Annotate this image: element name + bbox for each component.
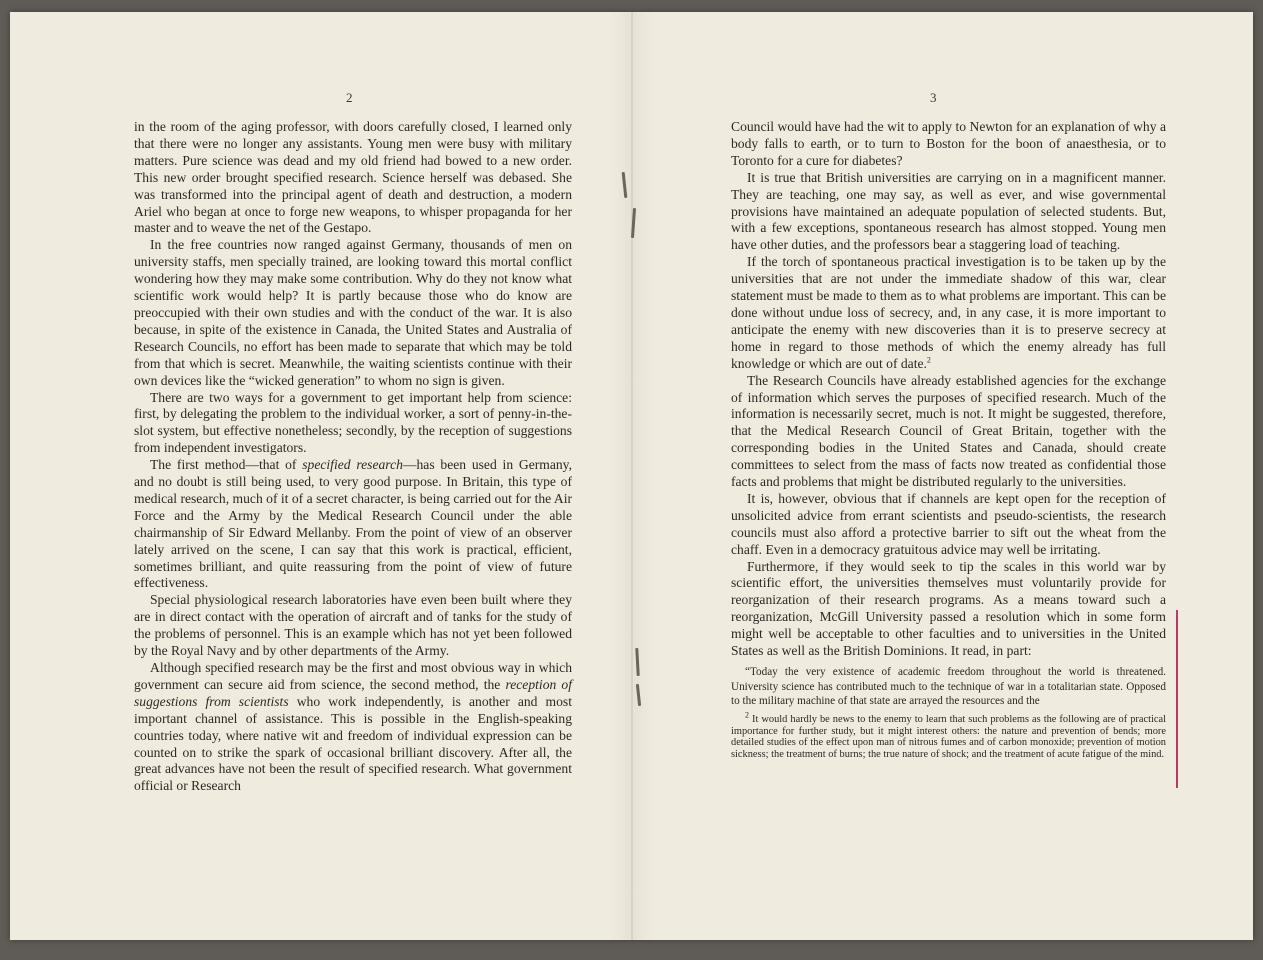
page-number: 2 — [346, 90, 353, 105]
paragraph: Special physiological research laboratories have even been built where they are in direct contact with the operation of aircraft and of tanks for the study of the problems of personnel. This is an example which has not yet been followed by the Royal Navy and by other departments of the Army. — [134, 592, 572, 659]
margin-highlight-mark — [1176, 610, 1178, 788]
page-number: 3 — [930, 90, 937, 105]
footnote-text: It would hardly be news to the enemy to learn that such problems as the following are of practical importance for further study, but it might interest others: the nature and prevention of bends; more detailed studies of the effect upon man of nitrous fumes and of carbon monoxide; prevention of motion sickness; the treatment of burns; the true nature of shock; and the treatment of acute fatigue of the mind. — [731, 713, 1166, 761]
paragraph-text: Although specified research may be the first and most obvious way in which government can secure aid from science, the second method, the — [134, 660, 572, 692]
paragraph: The Research Councils have already established agencies for the exchange of information which serves the purposes of specified research. Much of the information is necessarily secret, much is not. It might be suggested, therefore, that the Medical Research Council of Great Britain, together with the corresponding bodies in the United States and Canada, should create committees to select from the mass of facts now treated as confidential those facts and problems that might be distributed regularly to the universities. — [731, 372, 1166, 490]
paragraph — [134, 457, 572, 592]
footnote-reference: 2 — [926, 355, 931, 365]
paragraph-text: The first method—that of — [150, 457, 303, 473]
paragraph — [134, 660, 572, 795]
paragraph: In the free countries now ranged against Germany, thousands of men on university staffs, men specially trained, are looking toward this mortal conflict wondering how they may make some contribution. Why do they not know what scientific work would help? It is partly because those who do know are preoccupied with their own studies and with the conduct of the war. It is also because, in spite of the existence in Canada, the United States and Australia of Research Councils, no effort has been made to separate that which may be told from that which is secret. Meanwhile, the waiting scientists continue with their own devices like the “wicked generation” to whom no sign is given. — [134, 237, 572, 388]
paragraph: Furthermore, if they would seek to tip the scales in this world war by scientific effort, the universities themselves must voluntarily provide for reorganization of their research programs. As a means toward such a reorganization, McGill University passed a resolution which in some form might well be acceptable to other faculties and to universities in the United States as well as the British Dominions. It read, in part: — [731, 558, 1166, 659]
right-page — [633, 12, 1253, 940]
right-text-block — [731, 119, 1166, 761]
paragraph-text: who work independently, is another and most important channel of assistance. This is possible in the English-speaking countries today, where native wit and freedom of individual expression can be counted on to strike the spark of occasional brilliant discovery. After all, the great advances have not been the result of specified research. What government official or Research — [134, 693, 572, 794]
italic-term: specified research — [302, 457, 403, 473]
paragraph: There are two ways for a government to get important help from science: first, by delegating the problem to the individual worker, a sort of penny-in-the-slot system, but effective nonetheless; secondly, by the reception of suggestions from independent investigators. — [134, 389, 572, 456]
paragraph-text: —has been used in Germany, and no doubt is still being used, to very good purpose. In Britain, this type of medical research, much of it of a secret character, is being carried out for the Air Force and the Army by the Medical Research Council under the able chairmanship of Sir Edward Mellanby. From the point of view of an observer lately arrived on the scene, I can say that this work is practical, efficient, sometimes brilliant, and quite reassuring from the point of view of future effectiveness. — [134, 457, 572, 591]
booklet-spread — [10, 12, 1253, 940]
paragraph: It is, however, obvious that if channels are kept open for the reception of unsolicited advice from errant scientists and pseudo-scientists, the research councils must also afford a protective barrier to sift out the wheat from the chaff. Even in a democracy gratuitous advice may well be irritating. — [731, 490, 1166, 557]
paragraph: in the room of the aging professor, with doors carefully closed, I learned only that there were no longer any assistants. Young men were busy with military matters. Pure science was dead and my old friend had bowed to a new order. This new order brought specified research. Science herself was debased. She was transformed into the principal agent of death and destruction, a modern Ariel who began at once to forge new weapons, to whisper propaganda for her master and to weave the net of the Gestapo. — [134, 119, 572, 236]
paragraph: Council would have had the wit to apply to Newton for an explanation of why a body falls to earth, or to turn to Boston for the boon of anaesthesia, or to Toronto for a cure for diabetes? — [731, 119, 1166, 168]
block-quote: “Today the very existence of academic freedom throughout the world is threatened. University science has contributed much to the technique of war in a totalitarian state. Opposed to the military machine of that state are arrayed the resources and the — [731, 666, 1166, 708]
footnote — [731, 710, 1166, 761]
paragraph-text: If the torch of spontaneous practical investigation is to be taken up by the universities that are not under the immediate shadow of this war, clear statement must be made to them as to what problems are important. This can be done without undue loss of secrecy, and, in any case, it is more important to anticipate the enemy with new discoveries than it is to preserve secrecy at home in regard to those methods of which the enemy already has full knowledge or which are out of date. — [731, 254, 1166, 371]
left-page — [10, 12, 631, 940]
paragraph — [731, 254, 1166, 372]
italic-term: reception of suggestions from scientists — [134, 676, 572, 709]
left-text-block — [134, 119, 572, 795]
footnote-marker: 2 — [745, 710, 749, 720]
paragraph: It is true that British universities are carrying on in a magnificent manner. They are teaching, one may say, as well as ever, and wise governmental provisions have maintained an adequate population of selected students. But, with a few exceptions, spontaneous research has almost stopped. Young men have other duties, and the professors bear a staggering load of teaching. — [731, 169, 1166, 253]
